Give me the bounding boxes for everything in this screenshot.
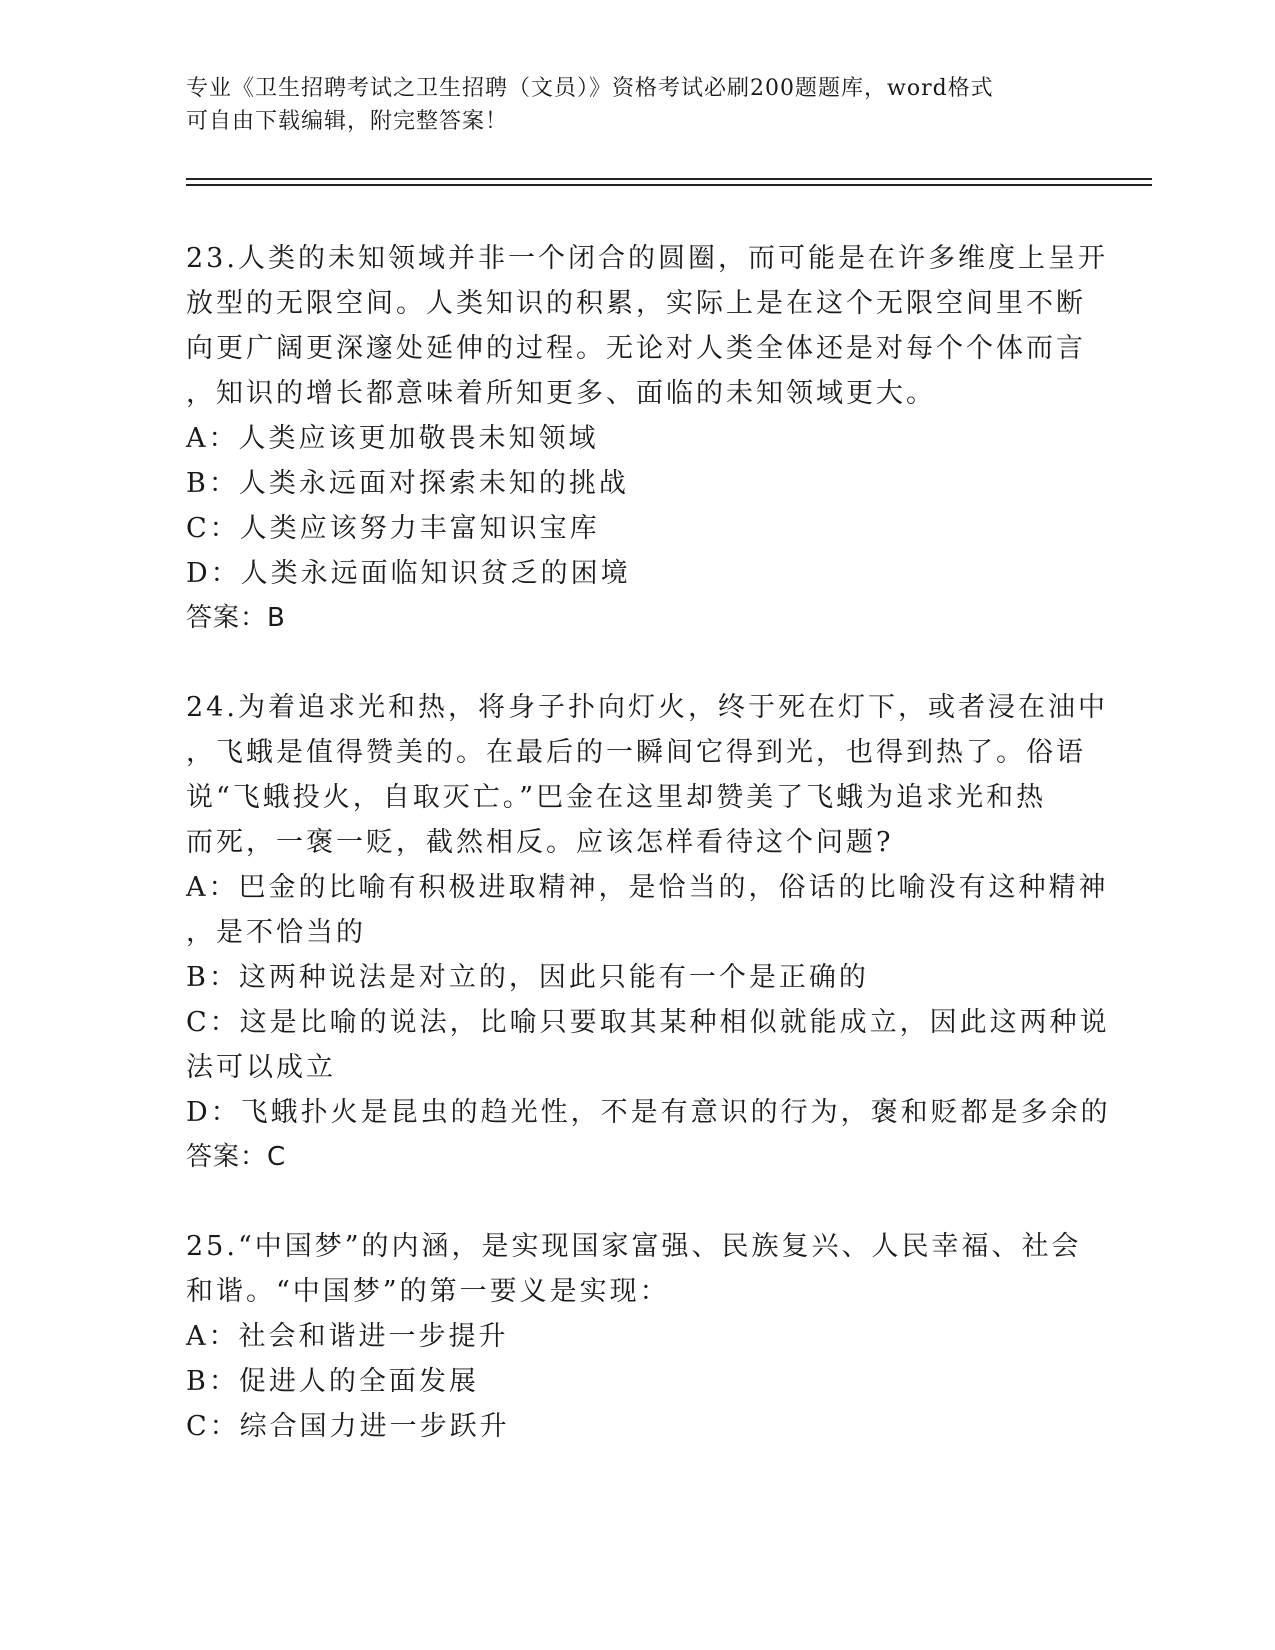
- question-list: [186, 236, 1111, 1493]
- question-stem-line: 而死，一褒一贬，截然相反。应该怎样看待这个问题?: [186, 827, 894, 858]
- question-stem-line: 向更广阔更深邃处延伸的过程。无论对人类全体还是对每个个体而言: [186, 333, 1086, 364]
- question-stem-line: ，知识的增长都意味着所知更多、面临的未知领域更大。: [186, 378, 936, 409]
- option-c: C：这是比喻的说法，比喻只要取其某种相似就能成立，因此这两种说: [186, 1007, 1110, 1038]
- answer-label: 答案：B: [186, 603, 286, 633]
- option-a: A：巴金的比喻有积极进取精神，是恰当的，俗话的比喻没有这种精神: [186, 872, 1109, 903]
- question-23: [186, 236, 1108, 641]
- header-divider-bottom: [186, 184, 1152, 186]
- document-header: [186, 72, 1066, 138]
- question-stem-line: 说“飞蛾投火，自取灭亡。”巴金在这里却赞美了飞蛾为追求光和热: [186, 782, 1047, 813]
- question-stem-line: ，飞蛾是值得赞美的。在最后的一瞬间它得到光，也得到热了。俗语: [186, 737, 1086, 768]
- question-25: [186, 1224, 1086, 1449]
- header-divider-top: [186, 178, 1152, 180]
- question-stem-line: 24.为着追求光和热，将身子扑向灯火，终于死在灯下，或者浸在油中: [186, 692, 1108, 723]
- option-a: A：社会和谐进一步提升: [186, 1321, 509, 1352]
- option-b: B：这两种说法是对立的，因此只能有一个是正确的: [186, 962, 869, 993]
- option-a: A：人类应该更加敬畏未知领域: [186, 423, 599, 454]
- header-line-1: 专业《卫生招聘考试之卫生招聘（文员）》资格考试必刷200题题库，word格式: [186, 76, 994, 101]
- question-stem-line: 23.人类的未知领域并非一个闭合的圆圈，而可能是在许多维度上呈开: [186, 243, 1108, 274]
- question-stem-line: 和谐。“中国梦”的第一要义是实现：: [186, 1276, 670, 1307]
- answer-label: 答案：C: [186, 1142, 287, 1172]
- option-b: B：人类永远面对探索未知的挑战: [186, 468, 629, 499]
- option-b: B：促进人的全面发展: [186, 1366, 479, 1397]
- header-line-2: 可自由下载编辑，附完整答案！: [186, 109, 509, 134]
- question-stem-line: 放型的无限空间。人类知识的积累，实际上是在这个无限空间里不断: [186, 288, 1086, 319]
- question-stem-line: 25.“中国梦”的内涵，是实现国家富强、民族复兴、人民幸福、社会: [186, 1231, 1082, 1262]
- option-c: C：综合国力进一步跃升: [186, 1411, 510, 1442]
- option-a-continued: ，是不恰当的: [186, 917, 366, 948]
- option-d: D：飞蛾扑火是昆虫的趋光性，不是有意识的行为，褒和贬都是多余的: [186, 1097, 1111, 1128]
- option-c-continued: 法可以成立: [186, 1052, 336, 1083]
- option-c: C：人类应该努力丰富知识宝库: [186, 513, 600, 544]
- option-d: D：人类永远面临知识贫乏的困境: [186, 558, 631, 589]
- question-24: [186, 685, 1111, 1180]
